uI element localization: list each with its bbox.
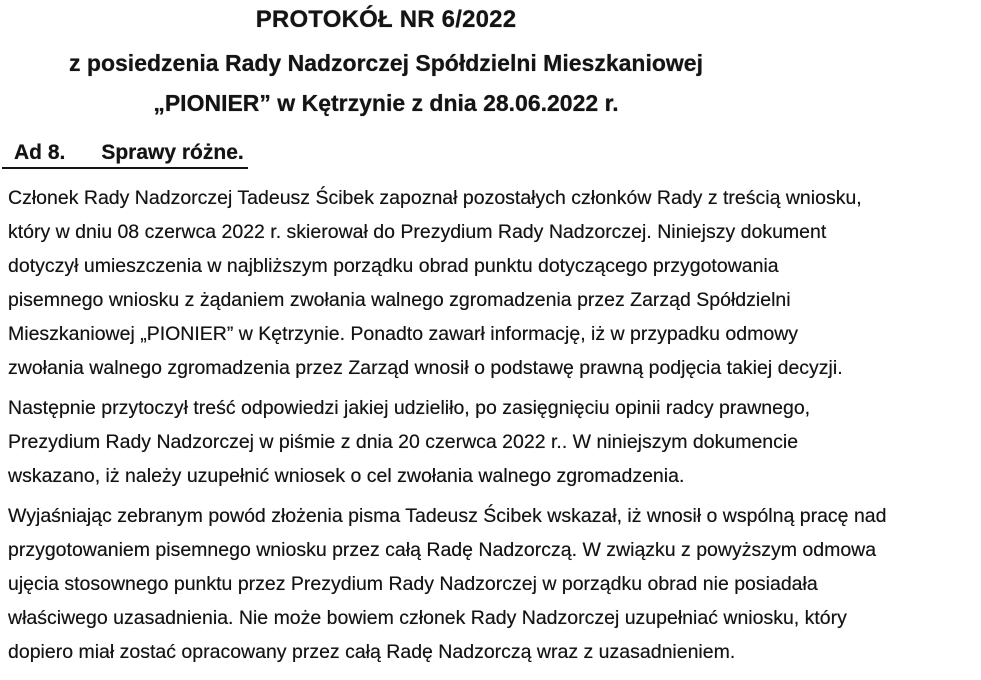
text-line: wskazano, iż należy uzupełnić wniosek o cel zwołania walnego zgromadzenia. [8,465,685,487]
paragraph-3 [8,499,971,669]
text-line: przygotowaniem pisemnego wniosku przez całą Radę Nadzorczą. W związku z powyższym odmowa [8,539,877,561]
paragraph-2 [8,391,971,493]
section-label: Ad 8. [14,141,66,164]
text-line: dotyczył umieszczenia w najbliższym porządku obrad punktu dotyczącego przygotowania [8,255,779,277]
text-line: Następnie przytoczył treść odpowiedzi jakiej udzieliło, po zasięgnięciu opinii radcy prawnego, [8,397,811,419]
text-line: dopiero miał zostać opracowany przez całą Radę Nadzorczą wraz z uzasadnieniem. [8,641,736,663]
paragraph-1 [8,181,971,385]
document-header [0,0,772,116]
document-title: PROTOKÓŁ NR 6/2022 [255,6,517,33]
text-line: Mieszkaniowej „PIONIER” w Kętrzynie. Ponadto zawarł informację, iż w przypadku odmowy [8,323,799,345]
text-line: właściwego uzasadnienia. Nie może bowiem członek Rady Nadzorczej uzupełniać wniosku, który [8,607,847,629]
text-line: który w dniu 08 czerwca 2022 r. skierował do Prezydium Rady Nadzorczej. Niniejszy dokument [8,221,827,243]
text-line: pisemnego wniosku z żądaniem zwołania walnego zgromadzenia przez Zarząd Spółdzielni [8,289,791,311]
text-line: Prezydium Rady Nadzorczej w piśmie z dnia 20 czerwca 2022 r.. W niniejszym dokumencie [8,431,799,453]
text-line: Członek Rady Nadzorczej Tadeusz Ścibek zapoznał pozostałych członków Rady z treścią wniosku, [8,187,862,209]
section-title: Sprawy różne. [101,141,244,164]
text-line: ujęcia stosownego punktu przez Prezydium Rady Nadzorczej w porządku obrad nie posiadała [8,573,818,595]
section-heading [2,140,981,169]
document-subtitle-line1: z posiedzenia Rady Nadzorczej Spółdzielni Mieszkaniowej [69,50,703,76]
document-body [0,181,981,669]
document-subtitle-line2: „PIONIER” w Kętrzynie z dnia 28.06.2022 r. [153,90,619,116]
section-heading-underline [2,140,248,169]
text-line: Wyjaśniając zebranym powód złożenia pisma Tadeusz Ścibek wskazał, iż wnosił o wspólną pracę nad [8,505,887,527]
text-line: zwołania walnego zgromadzenia przez Zarząd wnosił o podstawę prawną podjęcia takiej decyzji. [8,357,843,379]
